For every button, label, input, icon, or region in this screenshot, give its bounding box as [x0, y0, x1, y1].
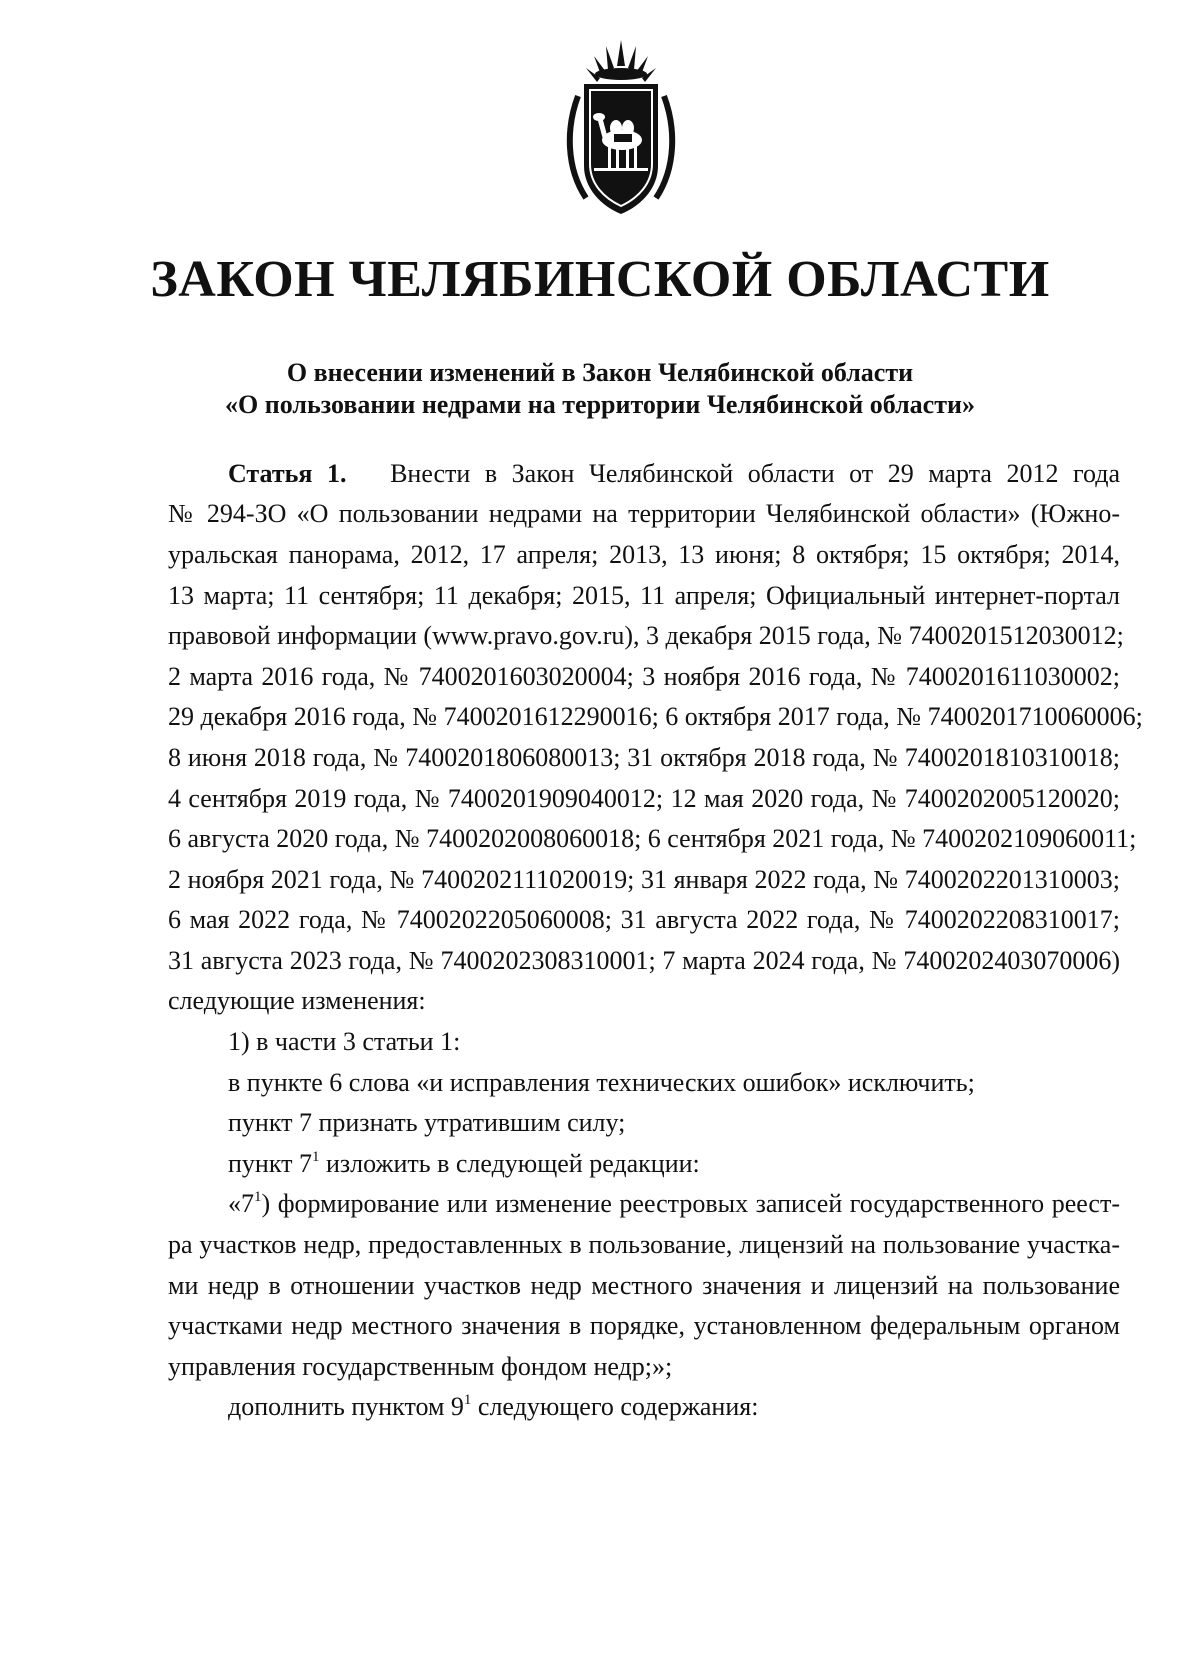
law-subtitle-line-1: О внесении изменений в Закон Челябинской области — [286, 358, 914, 387]
article-line: 2 ноября 2021 года, № 7400202111020019; 31 января 2022 года, № 7400202201310003; — [168, 865, 1120, 894]
article-1-first-line — [228, 458, 1120, 490]
superscript: 1 — [254, 1189, 262, 1205]
item-1-clause-b: пункт 7 признать утратившим силу; — [228, 1108, 626, 1137]
coat-of-arms-icon — [556, 38, 686, 218]
quote-text: «7 — [228, 1189, 254, 1218]
quoted-point-line: ра участков недр, предоставленных в пользование, лицензий на пользование участка- — [168, 1230, 1120, 1259]
quote-text: ) формирование или изменение реестровых записей государственного реест- — [261, 1189, 1120, 1218]
item-1-clause-a: в пункте 6 слова «и исправления технических ошибок» исключить; — [228, 1068, 975, 1097]
article-line: 2 марта 2016 года, № 7400201603020004; 3 ноября 2016 года, № 7400201611030002; — [168, 662, 1120, 691]
clause-text: пункт 7 — [228, 1149, 312, 1178]
article-line: 13 марта; 11 сентября; 11 декабря; 2015, 11 апреля; Официальный интернет-портал — [168, 581, 1120, 610]
article-line: правовой информации (www.pravo.gov.ru), 3 декабря 2015 года, № 7400201512030012; — [168, 621, 1124, 650]
item-1-clause-c — [228, 1148, 1180, 1180]
supplement-text: следующего содержания: — [471, 1392, 759, 1421]
article-line: уральская панорама, 2012, 17 апреля; 2013, 13 июня; 8 октября; 15 октября; 2014, — [168, 540, 1120, 569]
item-1: 1) в части 3 статьи 1: — [228, 1027, 461, 1056]
law-title: ЗАКОН ЧЕЛЯБИНСКОЙ ОБЛАСТИ — [150, 251, 1050, 308]
supplement-text: дополнить пунктом 9 — [228, 1392, 464, 1421]
clause-text: изложить в следующей редакции: — [319, 1149, 700, 1178]
article-line: № 294-ЗО «О пользовании недрами на территории Челябинской области» (Южно- — [168, 499, 1120, 528]
quoted-point-first-line — [228, 1188, 1120, 1220]
quoted-point-line: управления государственным фондом недр;»; — [168, 1352, 673, 1381]
article-line: следующие изменения: — [168, 986, 426, 1015]
article-line: 8 июня 2018 года, № 7400201806080013; 31 октября 2018 года, № 7400201810310018; — [168, 743, 1120, 772]
article-line: Внести в Закон Челябинской области от 29 марта 2012 года — [390, 459, 1121, 488]
quoted-point-line: ми недр в отношении участков недр местного значения и лицензий на пользование — [168, 1271, 1120, 1300]
quoted-point-line: участками недр местного значения в порядке, установленном федеральным органом — [168, 1311, 1120, 1340]
article-line: 31 августа 2023 года, № 7400202308310001; 7 марта 2024 года, № 7400202403070006) — [168, 946, 1120, 975]
article-line: 6 мая 2022 года, № 7400202205060008; 31 августа 2022 года, № 7400202208310017; — [168, 905, 1120, 934]
supplement-point — [228, 1391, 1180, 1423]
superscript: 1 — [463, 1392, 472, 1408]
article-line: 29 декабря 2016 года, № 7400201612290016; 6 октября 2017 года, № 7400201710060006; — [168, 702, 1143, 731]
article-label: Статья 1. — [228, 459, 347, 488]
article-line: 6 августа 2020 года, № 7400202008060018; 6 сентября 2021 года, № 7400202109060011; — [168, 824, 1137, 853]
article-line: 4 сентября 2019 года, № 7400201909040012; 12 мая 2020 года, № 7400202005120020; — [168, 784, 1120, 813]
superscript: 1 — [311, 1149, 320, 1165]
law-subtitle-line-2: «О пользовании недрами на территории Челябинской области» — [225, 390, 975, 419]
